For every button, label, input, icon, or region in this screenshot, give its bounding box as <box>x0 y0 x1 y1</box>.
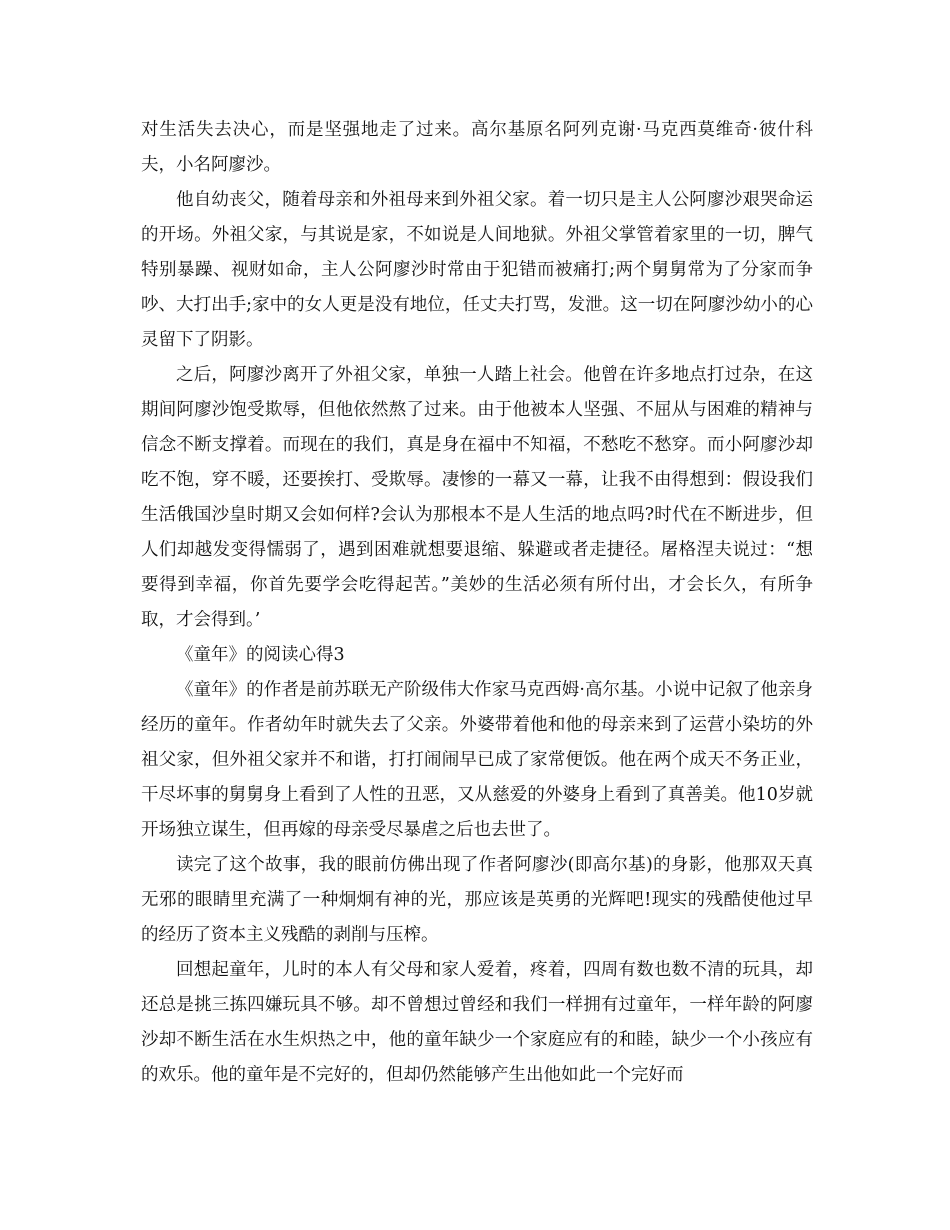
paragraph-leaving-home: 之后，阿廖沙离开了外祖父家，单独一人踏上社会。他曾在许多地点打过杂，在这期间阿廖沙饱受欺辱，但他依然熬了过来。由于他被本人坚强、不屈从与困难的精神与信念不断支撑着。而现在的我们，真是身在福中不知福，不愁吃不愁穿。而小阿廖沙却吃不饱，穿不暖，还要挨打、受欺辱。凄惨的一幕又一幕，让我不由得想到：假设我们生活俄国沙皇时期又会如何样?会认为那根本不是人生活的地点吗?时代在不断进步，但人们却越发变得懦弱了，遇到困难就想要退缩、躲避或者走捷径。屠格涅夫说过：“想要得到幸福，你首先要学会吃得起苦。”美妙的生活必须有所付出，才会长久，有所争取，才会得到。’ <box>141 365 813 630</box>
paragraph-childhood-home: 他自幼丧父，随着母亲和外祖母来到外祖父家。着一切只是主人公阿廖沙艰哭命运的开场。外祖父家，与其说是家，不如说是人间地狱。外祖父掌管着家里的一切，脾气特别暴躁、视财如命，主人公阿廖沙时常由于犯错而被痛打;两个舅舅常为了分家而争吵、大打出手;家中的女人更是没有地位，任丈夫打骂，发泄。这一切在阿廖沙幼小的心灵留下了阴影。 <box>141 190 813 350</box>
paragraph-reflection: 读完了这个故事，我的眼前仿佛出现了作者阿廖沙(即高尔基)的身影，他那双天真无邪的眼睛里充满了一种炯炯有神的光，那应该是英勇的光辉吧!现实的残酷使他过早的经历了资本主义残酷的剥削与压榨。 <box>141 855 813 945</box>
paragraph-continuation: 对生活失去决心，而是坚强地走了过来。高尔基原名阿列克谢·马克西莫维奇·彼什科夫，小名阿廖沙。 <box>141 120 813 175</box>
document-body <box>141 113 813 1093</box>
paragraph-author-intro: 《童年》的作者是前苏联无产阶级伟大作家马克西姆·高尔基。小说中记叙了他亲身经历的童年。作者幼年时就失去了父亲。外婆带着他和他的母亲来到了运营小染坊的外祖父家，但外祖父家并不和谐，打打闹闹早已成了家常便饭。他在两个成天不务正业，干尽坏事的舅舅身上看到了人性的丑恶，又从慈爱的外婆身上看到了真善美。他10岁就开场独立谋生，但再嫁的母亲受尽暴虐之后也去世了。 <box>141 680 813 840</box>
section-heading: 《童年》的阅读心得3 <box>176 645 345 665</box>
paragraph-recollection: 回想起童年，儿时的本人有父母和家人爱着，疼着，四周有数也数不清的玩具，却还总是挑三拣四嫌玩具不够。却不曾想过曾经和我们一样拥有过童年，一样年龄的阿廖沙却不断生活在水生炽热之中，他的童年缺少一个家庭应有的和睦，缺少一个小孩应有的欢乐。他的童年是不完好的，但却仍然能够产生出他如此一个完好而 <box>141 960 813 1085</box>
